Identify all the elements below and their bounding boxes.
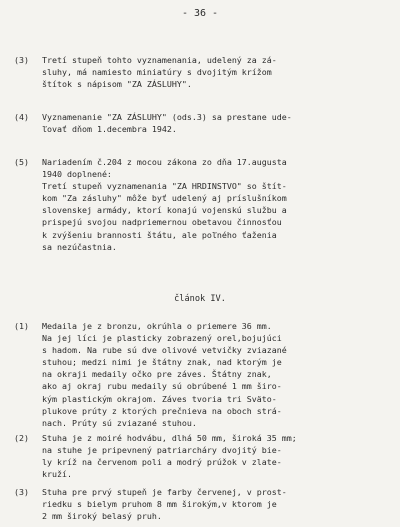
text-line: kým plastickým okrajom. Záves tvoria tri Sväto- — [42, 393, 277, 404]
text-line: ako aj okraj rubu medaily sú obrúbené 1 mm širo- — [42, 381, 282, 392]
text-line: kruží. — [42, 469, 72, 480]
text-line: prispejú svojou nadpriemernou obetavou činnosťou — [42, 217, 282, 228]
paragraph-number: (1) — [14, 321, 29, 331]
paragraph-4 — [14, 111, 390, 135]
page-number: - 36 - — [181, 8, 219, 19]
text-line: riedku s bielym pruhom 8 mm širokým,v ktorom je — [42, 499, 277, 510]
text-line: Tretí stupeň tohto vyznamenania, udelený za zá- — [42, 55, 277, 65]
text-line: Tretí stupeň vyznamenania "ZA HRDINSTVO" so štít- — [42, 181, 287, 192]
text-line: Medaila je z bronzu, okrúhla o priemere 36 mm. — [42, 321, 272, 331]
text-line: 2 mm široký belasý pruh. — [42, 511, 162, 522]
text-line: s hadom. Na rube sú dve olivové vetvičky zviazané — [42, 345, 287, 356]
text-line: 1940 doplnené: — [42, 169, 112, 180]
text-line: Stuha pre prvý stupeň je farby červenej, v prost- — [42, 487, 287, 497]
text-line: sluhy, má namiesto miniatúry s dvojitým krížom — [42, 67, 272, 78]
text-line: štítok s nápisom "ZA ZÁSLUHY". — [42, 79, 192, 90]
text-line: kom "Za zásluhy" môže byť udelený aj príslušníkom — [42, 193, 287, 204]
text-line: Stuha je z moiré hodvábu, dlhá 50 mm, široká 35 mm; — [42, 433, 297, 443]
text-line: k zvýšeniu brannosti štátu, ale poľného ťaženia — [42, 229, 277, 240]
paragraph-3-b — [14, 486, 390, 522]
text-line: plukove prúty z ktorých prečnieva na oboch strá- — [42, 405, 282, 416]
text-line: stuhou; medzi nimi je štátny znak, nad ktorým je — [42, 357, 282, 368]
text-line: ly kríž na červenom poli a modrý prúžok v zlate- — [42, 457, 282, 468]
text-line: slovenskej armády, ktorí konajú vojenskú službu a — [42, 205, 287, 216]
paragraph-number: (2) — [14, 433, 29, 443]
text-line: Na jej líci je plasticky zobrazený orel,bojujúci — [42, 333, 282, 344]
paragraph-5 — [14, 156, 390, 253]
paragraph-2 — [14, 432, 390, 480]
paragraph-3-a — [14, 54, 390, 90]
paragraph-number: (3) — [14, 55, 29, 65]
text-line: na okraji medaily očko pre záves. Štátny znak, — [42, 369, 272, 380]
paragraph-number: (4) — [14, 112, 29, 122]
text-line: Nariadením č.204 z mocou zákona zo dňa 17.augusta — [42, 157, 287, 167]
text-line: Vyznamenanie "ZA ZÁSLUHY" (ods.3) sa prestane ude- — [42, 112, 292, 122]
article-heading: článok IV. — [174, 294, 226, 304]
paragraph-number: (3) — [14, 487, 29, 497]
text-line: sa nezúčastnia. — [42, 241, 117, 252]
text-line: ľovať dňom 1.decembra 1942. — [42, 124, 177, 135]
paragraph-1 — [14, 320, 390, 429]
text-line: nach. Prúty sú zviazané stuhou. — [42, 417, 197, 428]
text-line: na stuhe je pripevnený patriarcháry dvojitý bie- — [42, 445, 282, 456]
paragraph-number: (5) — [14, 157, 29, 167]
